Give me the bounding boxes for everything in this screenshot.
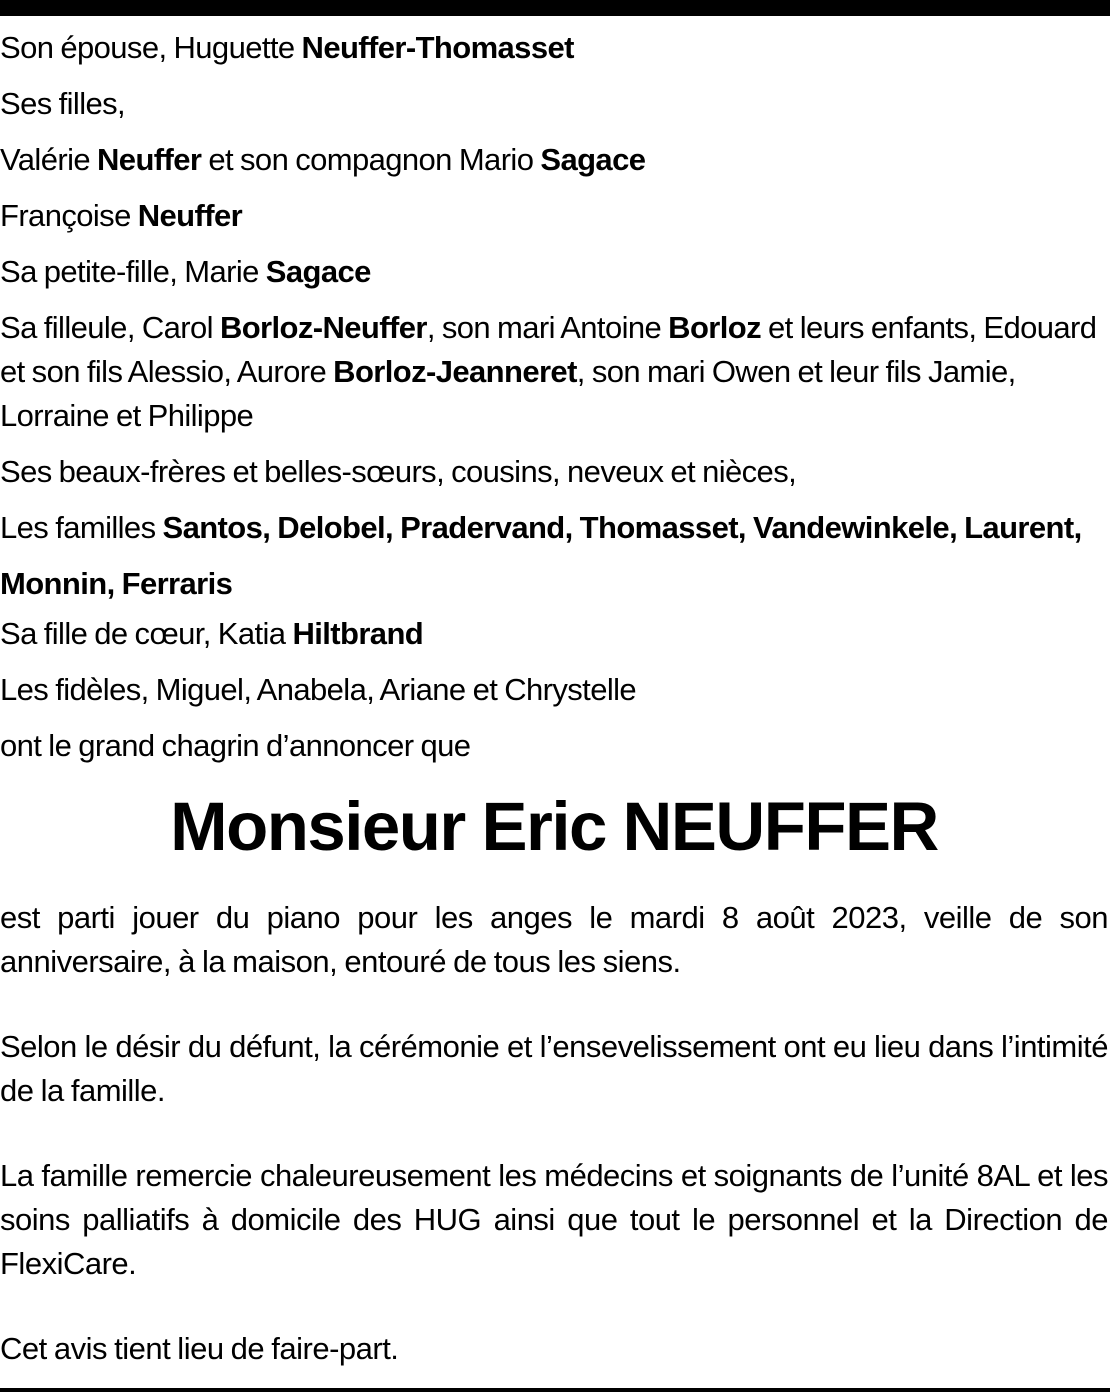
mourner-text: Valérie — [0, 142, 98, 177]
mourner-name: Borloz-Jeanneret — [333, 354, 577, 389]
mourner-text: Son épouse, Huguette — [0, 30, 302, 65]
deceased-name: Monsieur Eric NEUFFER — [170, 788, 938, 865]
mourner-text: Sa filleule, Carol — [0, 310, 220, 345]
paragraph-passing: est parti jouer du piano pour les anges le mardi 8 août 2023, veille de son anniversaire, à la maison, entouré de tous les siens. — [0, 900, 1108, 979]
bottom-rule — [0, 1388, 1110, 1392]
mourner-name: Neuffer — [97, 142, 202, 177]
mourner-text: Sa fille de cœur, Katia — [0, 616, 293, 651]
obituary-notice — [0, 26, 1108, 1371]
mourner-heart-daughter — [0, 612, 1108, 656]
mourner-text: Les familles — [0, 510, 163, 545]
mourner-name: Neuffer — [137, 198, 243, 233]
paragraph-thanks: La famille remercie chaleureusement les médecins et soignants de l’unité 8AL et les soins palliatifs à domicile des HUG ainsi que tout le personnel et la Direction de FlexiCare. — [0, 1158, 1108, 1281]
mourner-daughter-2 — [0, 194, 1108, 238]
paragraph-gap — [0, 1286, 1108, 1327]
mourner-goddaughter — [0, 306, 1108, 438]
mourner-name: Sagace — [265, 254, 371, 289]
mourner-text: et leurs enfants, Edouard et son fils Alessio, Aurore — [0, 310, 1097, 389]
mourner-name: Hiltbrand — [292, 616, 424, 651]
closing-line: Cet avis tient lieu de faire-part. — [0, 1331, 399, 1366]
mourner-in-laws: Ses beaux-frères et belles-sœurs, cousins, neveux et nièces, — [0, 454, 797, 489]
paragraph-gap — [0, 984, 1108, 1025]
mourner-text: Françoise — [0, 198, 138, 233]
mourner-text: , son mari Owen et leur fils Jamie, Lorraine et Philippe — [0, 354, 1016, 433]
paragraph-ceremony: Selon le désir du défunt, la cérémonie et l’ensevelissement ont eu lieu dans l’intimité de la famille. — [0, 1029, 1108, 1108]
mourner-spouse — [0, 26, 1108, 70]
top-rule — [0, 0, 1110, 16]
mourner-name: Borloz-Neuffer — [219, 310, 427, 345]
mourner-daughter-1 — [0, 138, 1108, 182]
mourner-name: Neuffer-Thomasset — [301, 30, 574, 65]
paragraph-gap — [0, 1113, 1108, 1154]
mourner-granddaughter — [0, 250, 1108, 294]
mourner-name: Borloz — [668, 310, 762, 345]
mourner-families — [0, 500, 1108, 612]
announcement-lead: ont le grand chagrin d’annoncer que — [0, 728, 471, 763]
mourner-name: Sagace — [540, 142, 646, 177]
mourner-daughters-intro: Ses filles, — [0, 86, 126, 121]
mourner-text: et son compagnon Mario — [201, 142, 541, 177]
mourner-faithful: Les fidèles, Miguel, Anabela, Ariane et Chrystelle — [0, 672, 637, 707]
mourner-text: , son mari Antoine — [426, 310, 669, 345]
mourner-name: Santos, Delobel, Pradervand, Thomasset, Vandewinkele, Laurent, Monnin, Ferraris — [0, 510, 1082, 601]
mourner-text: Sa petite-fille, Marie — [0, 254, 266, 289]
